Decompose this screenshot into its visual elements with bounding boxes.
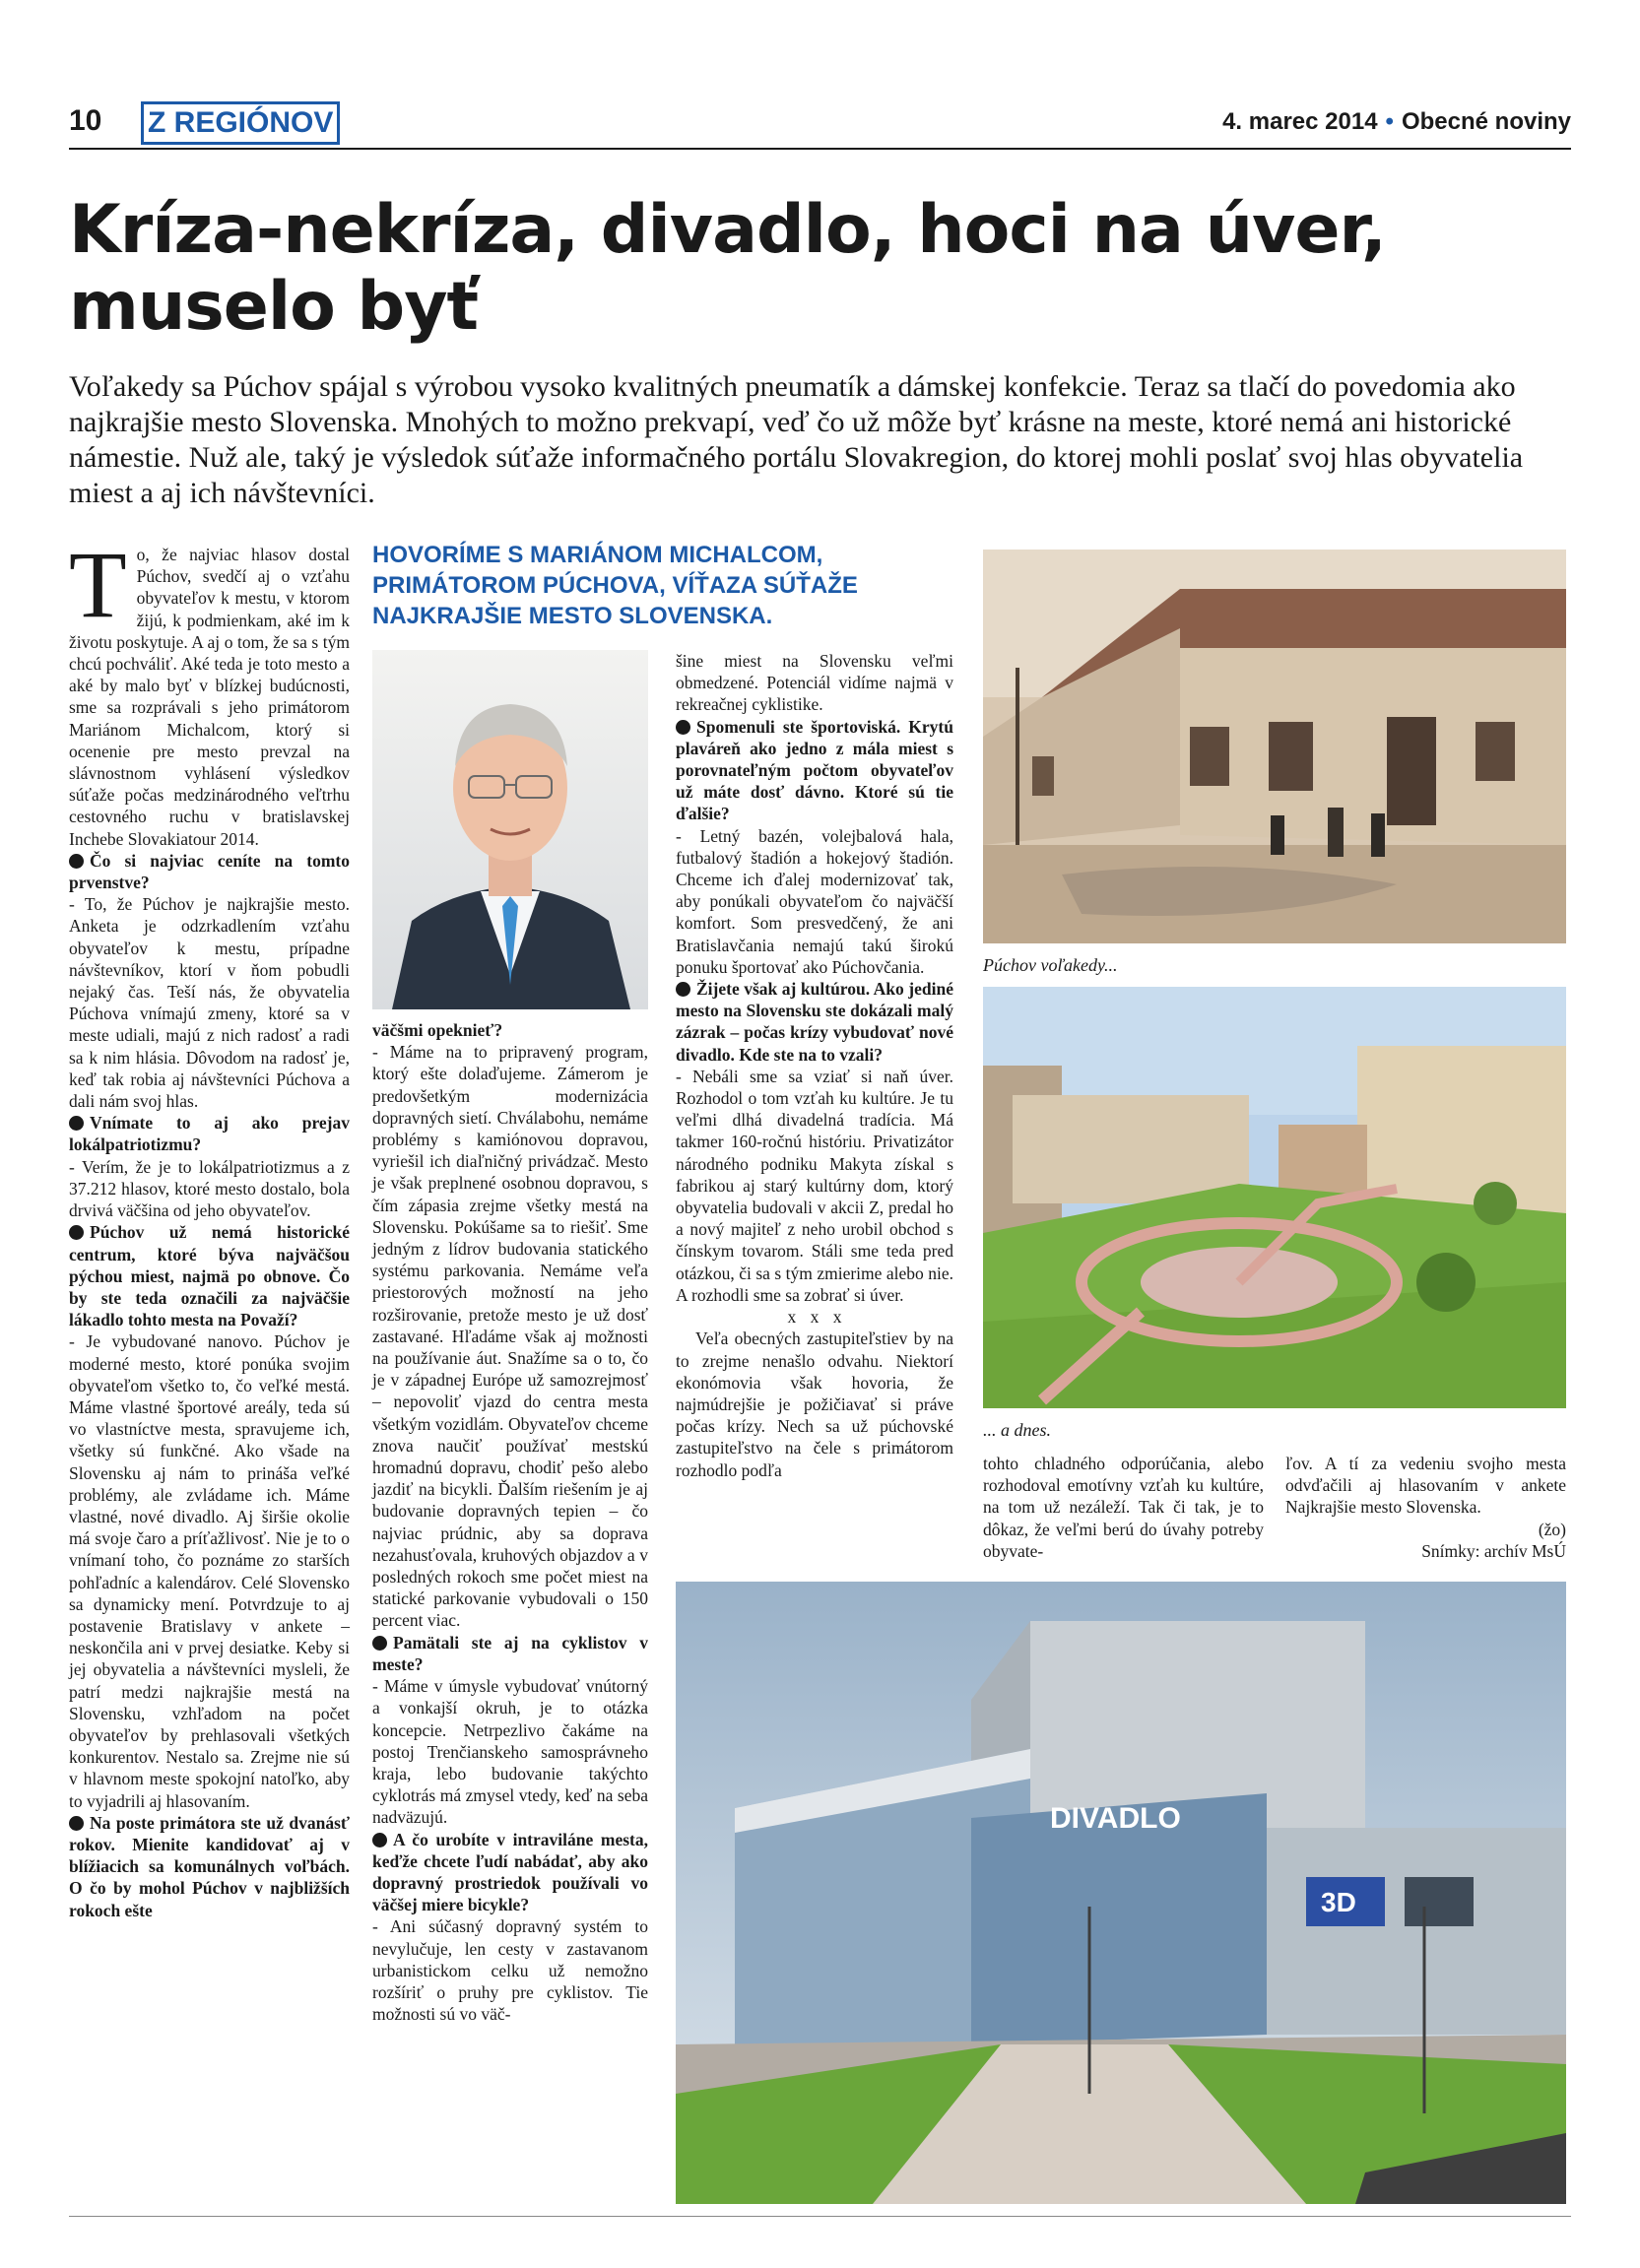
answer: - Máme v úmysle vybudovať vnútorný a vonkajší okruh, je to otázka koncepcie. Netrpezlivo čakáme na postoj Trenčianskeho samosprávneho kraja, lebo budovanie takýchto cyklotrás má zmysel vtedy, keď na seba nadväzujú.	[372, 1676, 648, 1828]
question: Spomenuli ste športoviská. Krytú plaváreň ako jedno z mála miest s porovnateľným počtom obyvateľov už máte dosť dávno. Ktoré sú tie ďalšie?	[676, 716, 953, 824]
historic-street-photo	[983, 550, 1566, 943]
caption-modern: ... a dnes.	[983, 1420, 1051, 1440]
question: Vnímate to aj ako prejav lokálpatriotizmu?	[69, 1113, 350, 1155]
page-number: 10	[69, 104, 102, 137]
publication-name: Obecné noviny	[1401, 108, 1571, 135]
section-separator: x x x	[787, 1307, 842, 1328]
article-title: Kríza-nekríza, divadlo, hoci na úver, muselo byť	[69, 191, 1386, 346]
answer: - Nebáli sme sa vziať si naň úver. Rozhodol o tom vzťah ku kultúre. Je tu veľmi dlhá divadelná tradícia. Má takmer 160-ročnú históriu. Privatizátor národného podniku Makyta získal s fabrikou aj starý kultúrny dom, ktorý obyvatelia budovali v akcii Z, predal ho a nový majiteľ z neho urobil obchod s čínskym tovarom. Stáli sme teda pred otázkou, či sa s tým zmierime alebo nie. A rozhodli sme sa zobrať si úver.	[676, 1066, 953, 1305]
bullet-icon	[69, 1116, 84, 1131]
section-label: Z REGIÓNOV	[141, 101, 340, 145]
answer: - Máme na to pripravený program, ktorý ešte dolaďujeme. Zámerom je predovšetkým modernizácia dopravných sietí. Chválabohu, nemáme problémy s kamiónovou dopravou, vyriešil ich diaľničný privádzač. Mesto je však preplnené osobnou dopravou, s čím zápasia zrejme všetky mestá na Slovensku. Pokúšame sa to riešiť. Sme jedným z lídrov budovania statického systému parkovania. Nemáme veľa priestorových možností na jeho rozširovanie, pretože mesto je už dosť zastavané. Hľadáme však aj možnosti na používanie áut. Snažíme sa o to, čo je v západnej Európe už samozrejmosť – nepovoliť vjazd do centra mesta všetkým vozidlám. Obyvateľov chceme znova naučiť používať mestskú hromadnú dopravu, chodiť pešo alebo jazdiť na bicykli. Ďalším riešením je aj budovanie dopravných tepien – čo najviac prúdnic, aby sa doprava nezahusťovala, kruhových objazdov a v posledných rokoch sme počet miest na statické parkovanie vybudovali o 150 percent viac.	[372, 1042, 648, 1631]
cinema-3d-sign: 3D	[1321, 1887, 1356, 1917]
author-initials: (žo)	[1538, 1519, 1566, 1539]
interview-heading: HOVORÍME S MARIÁNOM MICHALCOM, PRIMÁTOROM PÚCHOVA, VÍŤAZA SÚŤAŽE NAJKRAJŠIE MESTO SLOVENSKA.	[372, 542, 858, 629]
answer: - Verím, že je to lokálpatriotizmus a z 37.212 hlasov, ktoré mesto dostalo, bola drvivá väčšina od jeho obyvateľov.	[69, 1156, 350, 1221]
answer: - Ani súčasný dopravný systém to nevylučuje, len cesty v zastavanom urbanistickom celku už nemožno rozšíriť o pruhy pre cyklistov. Tie možnosti sú vo väč-	[372, 1916, 648, 2025]
portrait-photo	[372, 650, 648, 1009]
question: Na poste primátora ste už dvanásť rokov. Mienite kandidovať aj v blížiacich sa komunálnych voľbách. O čo by mohol Púchov v najbližších rokoch ešte	[69, 1812, 350, 1920]
issue-date: 4. marec 2014	[1222, 108, 1378, 135]
question: väčšmi opeknieť?	[372, 1020, 503, 1040]
closing-text: Veľa obecných zastupiteľstiev by na to zrejme nenašlo odvahu. Niektorí ekonómovia však hovoria, že najmúdrejšie je požičiavať si práve počas krízy. Nech sa už púchovské zastupiteľstvo na čele s primátorom rozhodlo podľa	[676, 1328, 953, 1480]
modern-park-photo	[983, 987, 1566, 1408]
bullet-icon	[372, 1636, 387, 1651]
bullet-icon	[372, 1833, 387, 1847]
closing-text: ľov. A tí za vedeniu svojho mesta odvďačili aj hlasovaním v ankete Najkrajšie mesto Slovenska.	[1285, 1454, 1566, 1518]
question: Čo si najviac ceníte na tomto prvenstve?	[69, 850, 350, 893]
theater-sign: DIVADLO	[1050, 1802, 1181, 1835]
footer-rule	[69, 2216, 1571, 2217]
column-4	[983, 1453, 1264, 1562]
column-3	[676, 650, 953, 1481]
issue-info	[1222, 108, 1571, 136]
answer: - Letný bazén, volejbalová hala, futbalový štadión a hokejový štadión. Chceme ich ďalej modernizovať tak, aby ponúkali obyvateľom čo najväčší komfort. Som presvedčený, že ani Bratislavčania nemajú takú širokú ponuku športovať ako Púchovčania.	[676, 825, 953, 977]
intro-text: o, že najviac hlasov dostal Púchov, svedčí aj o vzťahu obyvateľov k mestu, v ktorom žijú, k podmienkam, aké im k životu poskytuje. A aj o tom, že sa s tým chcú pochváliť. Aké teda je toto mesto a aké by malo byť v blízkej budúcnosti, sme sa rozprávali s jeho primátorom Mariánom Michalcom, ktorý si ocenenie pre mesto prevzal na slávnostnom vyhlásení výsledkov súťaže počas medzinárodného veľtrhu cestovného ruchu v bratislavskej Inchebe Slovakiatour 2014.	[69, 545, 350, 849]
bullet-icon	[69, 854, 84, 869]
column-2	[372, 1019, 648, 2025]
question: Pamätali ste aj na cyklistov v meste?	[372, 1632, 648, 1674]
bullet-icon	[676, 720, 690, 735]
photo-credit: Snímky: archív MsÚ	[1421, 1540, 1566, 1561]
column-1	[69, 532, 350, 1921]
article-lead: Voľakedy sa Púchov spájal s výrobou vysoko kvalitných pneumatík a dámskej konfekcie. Teraz sa tlačí do povedomia ako najkrajšie mesto Slovenska. Mnohých to možno prekvapí, veď čo už môže byť krásne na meste, ktoré nemá ani historické námestie. Nuž ale, taký je výsledok súťaže informačného portálu Slovakregion, do ktorej mohli poslať svoj hlas obyvatelia miest a aj ich návštevníci.	[69, 370, 1524, 509]
question: Púchov už nemá historické centrum, ktoré býva najväčšou pýchou miest, najmä po obnove. Čo by ste teda označili za najväčšie lákadlo tohto mesta na Považí?	[69, 1222, 350, 1330]
answer: šine miest na Slovensku veľmi obmedzené. Potenciál vidíme najmä v rekreačnej cyklistike.	[676, 651, 953, 715]
separator-dot: •	[1385, 108, 1394, 135]
answer: - To, že Púchov je najkrajšie mesto. Anketa je odzrkadlením vzťahu obyvateľov k mestu, prípadne návštevníkov, ktorí v ňom pobudli nejaký čas. Teší nás, že obyvatelia Púchova vnímajú zmeny, ktoré sa v meste udiali, majú z nich radosť a radi sa k nim hlásia. Dôvodom na radosť je, keď tak robia aj návštevníci Púchova a dali nám svoj hlas.	[69, 894, 350, 1112]
caption-historic: Púchov voľakedy...	[983, 955, 1118, 975]
bullet-icon	[676, 982, 690, 997]
header-rule	[69, 148, 1571, 150]
closing-text: tohto chladného odporúčania, alebo rozhodoval emotívny vzťah ku kultúre, na tom už nezáleží. Tak či tak, je to dôkaz, že veľmi berú do úvahy potreby obyvate-	[983, 1454, 1264, 1561]
theater-photo	[676, 1582, 1566, 2204]
question: A čo urobíte v intraviláne mesta, keďže chcete ľudí nabádať, aby ako dopravný prostriedok používali vo väčšej miere bicykle?	[372, 1829, 648, 1915]
answer: - Je vybudované nanovo. Púchov je moderné mesto, ktoré ponúka svojim obyvateľom všetko to, čo veľké mestá. Máme vlastné športové areály, teda sú vo vlastníctve mesta, spravujeme ich, všetky sú funkčné. Ako všade na Slovensku aj nám to prináša veľké problémy, ale zvládame ich. Máme vlastné, nové divadlo. Aj širšie okolie má svoje čaro a príťažlivosť. Nie je to o vnímaní toho, čo poznáme zo starších pohľadníc a kalendárov. Celé Slovensko sa dynamicky mení. Potvrdzuje to aj postavenie Bratislavy v ankete – neskončila ani v prvej desiatke. Keby si jej obyvatelia a návštevníci mysleli, že patrí medzi najkrajšie mestá na Slovensku, vzhľadom na počet obyvateľov by prehlasovali všetkých konkurentov. Nestalo sa. Zrejme nie sú v hlavnom meste spokojní natoľko, aby to vyjadrili aj hlasovaním.	[69, 1331, 350, 1811]
bullet-icon	[69, 1225, 84, 1240]
drop-cap: T	[69, 532, 127, 637]
question: Žijete však aj kultúrou. Ako jediné mesto na Slovensku ste dokázali malý zázrak – počas krízy vybudovať nové divadlo. Kde ste na to vzali?	[676, 979, 953, 1065]
column-5	[1285, 1453, 1566, 1562]
bullet-icon	[69, 1816, 84, 1831]
